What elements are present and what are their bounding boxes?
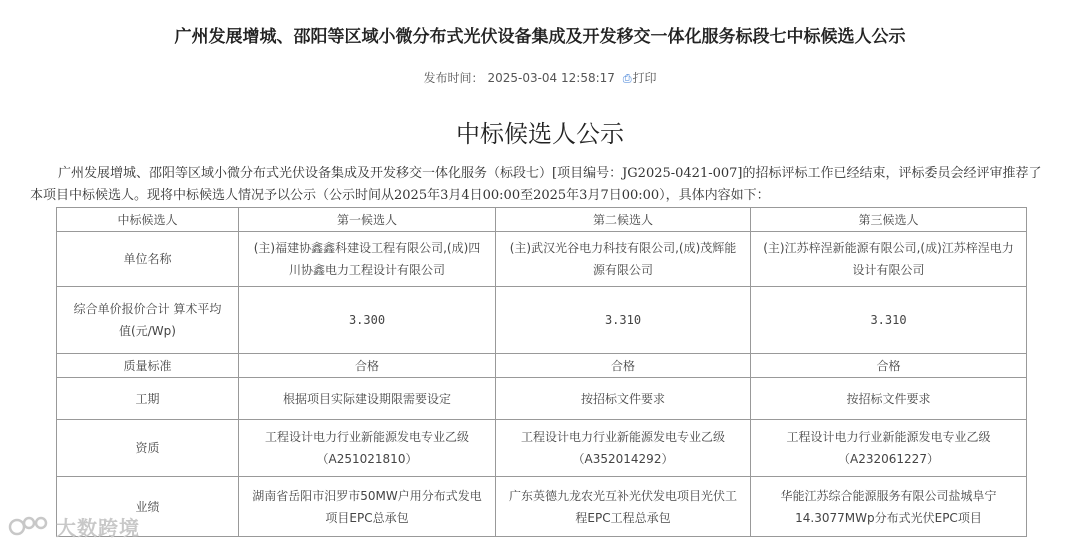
table-cell: (主)武汉光谷电力科技有限公司,(成)茂辉能源有限公司 bbox=[496, 232, 751, 287]
publish-label: 发布时间： bbox=[423, 71, 484, 85]
row-label: 质量标准 bbox=[57, 354, 239, 378]
table-cell: 华能江苏综合能源服务有限公司盐城阜宁14.3077MWp分布式光伏EPC项目 bbox=[751, 477, 1027, 537]
table-cell: (主)江苏梓浧新能源有限公司,(成)江苏梓浧电力设计有限公司 bbox=[751, 232, 1027, 287]
table-cell: 工程设计电力行业新能源发电专业乙级（A352014292） bbox=[496, 420, 751, 477]
table-cell: 工程设计电力行业新能源发电专业乙级（A232061227） bbox=[751, 420, 1027, 477]
table-header-row bbox=[57, 208, 1027, 232]
table-cell: 3.300 bbox=[239, 287, 496, 354]
row-label: 单位名称 bbox=[57, 232, 239, 287]
table-cell: 3.310 bbox=[751, 287, 1027, 354]
table-cell: 工程设计电力行业新能源发电专业乙级（A251021810） bbox=[239, 420, 496, 477]
table-row bbox=[57, 232, 1027, 287]
watermark bbox=[8, 512, 140, 541]
candidates-table bbox=[56, 207, 1027, 537]
table-cell: 合格 bbox=[751, 354, 1027, 378]
table-cell: 根据项目实际建设期限需要设定 bbox=[239, 378, 496, 420]
print-label: 打印 bbox=[632, 71, 657, 85]
row-label: 工期 bbox=[57, 378, 239, 420]
row-label: 资质 bbox=[57, 420, 239, 477]
notice-title: 广州发展增城、邵阳等区域小微分布式光伏设备集成及开发移交一体化服务标段七中标候选人公示 bbox=[174, 27, 906, 47]
publish-time: 2025-03-04 12:58:17 bbox=[487, 71, 615, 85]
header-third: 第三候选人 bbox=[751, 208, 1027, 232]
row-label: 业绩 bbox=[57, 477, 239, 537]
watermark-text: 大数跨境 bbox=[56, 516, 140, 540]
intro-paragraph: 广州发展增城、邵阳等区域小微分布式光伏设备集成及开发移交一体化服务（标段七）[项目编号：JG2025-0421-007]的招标评标工作已经结束，评标委员会经评审推荐了本项目中标候选人。现将中标候选人情况予以公示（公示时间从2025年3月4日00:00至2025年3月7日00:00），具体内容如下： bbox=[30, 166, 1042, 203]
print-button[interactable] bbox=[623, 71, 657, 85]
table-cell: (主)福建协鑫鑫科建设工程有限公司,(成)四川协鑫电力工程设计有限公司 bbox=[239, 232, 496, 287]
table-cell: 广东英德九龙农光互补光伏发电项目光伏工程EPC工程总承包 bbox=[496, 477, 751, 537]
table-row bbox=[57, 378, 1027, 420]
table-row bbox=[57, 287, 1027, 354]
table-row bbox=[57, 420, 1027, 477]
header-second: 第二候选人 bbox=[496, 208, 751, 232]
printer-icon: ⎙ bbox=[622, 72, 632, 85]
table-row bbox=[57, 354, 1027, 378]
publish-meta bbox=[0, 69, 1080, 86]
header-candidate: 中标候选人 bbox=[57, 208, 239, 232]
table-cell: 合格 bbox=[496, 354, 751, 378]
table-row bbox=[57, 477, 1027, 537]
notice-heading: 中标候选人公示 bbox=[456, 120, 624, 148]
table-cell: 合格 bbox=[239, 354, 496, 378]
table-cell: 按招标文件要求 bbox=[751, 378, 1027, 420]
header-first: 第一候选人 bbox=[239, 208, 496, 232]
row-label: 综合单价报价合计 算术平均值(元/Wp) bbox=[57, 287, 239, 354]
brand-logo-icon bbox=[8, 514, 50, 540]
table-cell: 湖南省岳阳市汨罗市50MW户用分布式发电项目EPC总承包 bbox=[239, 477, 496, 537]
table-cell: 按招标文件要求 bbox=[496, 378, 751, 420]
table-cell: 3.310 bbox=[496, 287, 751, 354]
